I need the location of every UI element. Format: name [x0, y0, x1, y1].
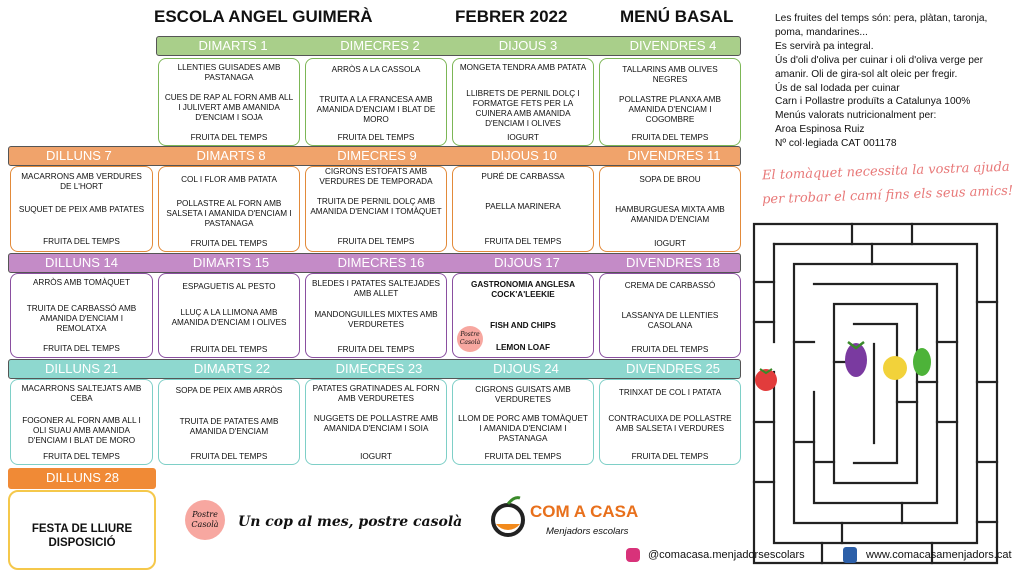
- dish: TRUITA A LA FRANCESA AMB AMANIDA D'ENCIAM I BLAT DE MORO: [316, 95, 436, 124]
- menu-cell: [305, 379, 447, 465]
- dish: LASSANYA DE LLENTIES CASOLANA: [621, 311, 719, 330]
- day-label: DIMECRES 16: [337, 255, 425, 270]
- day-label: DIJOUS 3: [498, 38, 558, 53]
- day-label: DIMECRES 23: [335, 361, 423, 376]
- menu-cell: [599, 166, 741, 252]
- dessert: FRUITA DEL TEMPS: [337, 345, 415, 354]
- menu-cell: [158, 273, 300, 358]
- week-1-band: [156, 36, 741, 56]
- menu-cell: [10, 166, 153, 252]
- day-label: DILLUNS 28: [46, 470, 119, 485]
- day-label: DIVENDRES 11: [627, 148, 721, 163]
- nutrition-notes: [775, 12, 1015, 151]
- apple-logo-icon: [490, 494, 526, 538]
- holiday-text: FESTA DE LLIURE DISPOSICIÓ: [31, 523, 133, 549]
- dish: CONTRACUIXA DE POLLASTRE AMB SALSETA I VERDURES: [608, 414, 732, 433]
- day-label: DIMECRES 2: [340, 38, 420, 53]
- dish: COL I FLOR AMB PATATA: [181, 175, 277, 184]
- dish: HAMBURGUESA MIXTA AMB AMANIDA D'ENCIAM: [615, 205, 725, 224]
- note-line: Ús d'oli d'oliva per cuinar i oli d'oliva verge per: [775, 54, 983, 66]
- dessert: LEMON LOAF: [495, 343, 551, 352]
- dish: TRUITA DE PERNIL DOLÇ AMB AMANIDA D'ENCIAM I TOMÀQUET: [310, 197, 442, 216]
- dessert: FRUITA DEL TEMPS: [43, 237, 120, 246]
- note-line: Aroa Espinosa Ruiz: [775, 124, 865, 136]
- dish: CUES DE RAP AL FORN AMB ALL I JULIVERT AMB AMANIDA D'ENCIAM I SOJA: [164, 93, 294, 122]
- dessert: FRUITA DEL TEMPS: [484, 237, 562, 246]
- dessert: FRUITA DEL TEMPS: [190, 452, 268, 461]
- dish: FISH AND CHIPS: [490, 321, 556, 330]
- dish: POLLASTRE PLANXA AMB AMANIDA D'ENCIAM I COGOMBRE: [619, 95, 721, 124]
- dish: PAELLA MARINERA: [485, 202, 561, 211]
- note-line: Nº col·legiada CAT 001178: [775, 138, 897, 150]
- menu-cell: [158, 379, 300, 465]
- dish: TRINXAT DE COL I PATATA: [618, 388, 722, 397]
- dish: SUQUET DE PEIX AMB PATATES: [18, 205, 145, 214]
- week-2-band: [8, 146, 741, 166]
- menu-cell: [158, 166, 300, 252]
- note-line: Menús valorats nutricionalment per:: [775, 110, 937, 122]
- day-label: DILLUNS 7: [46, 148, 112, 163]
- dish: TALLARINS AMB OLIVES NEGRES: [622, 65, 718, 84]
- brand-subtitle: Menjadors escolars: [546, 526, 629, 537]
- menu-cell: [452, 273, 594, 358]
- day-label: DIMARTS 1: [198, 38, 268, 53]
- menu-cell: [305, 166, 447, 252]
- day-label: DIMARTS 8: [196, 148, 266, 163]
- note-line: Es servirà pa integral.: [775, 40, 874, 52]
- dish: FOGONER AL FORN AMB ALL I OLI SUAU AMB AMANIDA D'ENCIAM I BLAT DE MORO: [22, 416, 141, 445]
- menu-cell: [10, 273, 153, 358]
- postre-casola-stamp: Postre Casolà: [457, 326, 483, 352]
- day-label: DILLUNS 14: [45, 255, 118, 270]
- tomato-icon: [755, 369, 777, 391]
- day-label: DIJOUS 24: [493, 361, 559, 376]
- dish: CREMA DE CARBASSÓ: [624, 281, 716, 290]
- dish: PURÉ DE CARBASSA: [481, 172, 565, 181]
- menu-type: MENÚ BASAL: [620, 7, 734, 26]
- note-line: poma, mandarines...: [775, 26, 868, 38]
- day-label: DIMARTS 15: [192, 255, 270, 270]
- tomato-caption-2: per trobar el camí fins els seus amics!: [761, 183, 1014, 208]
- dish: LLENTIES GUISADES AMB PASTANAGA: [177, 63, 281, 82]
- dish: LLOM DE PORC AMB TOMÀQUET I AMANIDA D'ENCIAM I PASTANAGA: [458, 414, 588, 443]
- menu-cell: [452, 166, 594, 252]
- menu-cell: [10, 379, 153, 465]
- dish: PATATES GRATINADES AL FORN AMB VERDURETES: [312, 384, 440, 403]
- day-label: DILLUNS 21: [45, 361, 118, 376]
- postre-casola-badge: Postre Casolà: [185, 500, 225, 540]
- dessert: FRUITA DEL TEMPS: [190, 345, 268, 354]
- eggplant-icon: [845, 342, 867, 377]
- dish: CIGRONS ESTOFATS AMB VERDURES DE TEMPORADA: [319, 167, 433, 186]
- dish: NUGGETS DE POLLASTRE AMB AMANIDA D'ENCIAM I SOIA: [313, 414, 439, 433]
- dessert: FRUITA DEL TEMPS: [631, 452, 709, 461]
- day-label: DIJOUS 10: [491, 148, 557, 163]
- note-line: Ús de sal Iodada per cuinar: [775, 82, 900, 94]
- slogan: Un cop al mes, postre casolà: [238, 514, 463, 530]
- dessert: FRUITA DEL TEMPS: [337, 133, 415, 142]
- dessert: FRUITA DEL TEMPS: [631, 133, 709, 142]
- dish: MANDONGUILLES MIXTES AMB VERDURETES: [314, 310, 438, 329]
- holiday-cell: [8, 490, 156, 570]
- maze[interactable]: [752, 222, 999, 565]
- dish: SOPA DE BROU: [639, 175, 701, 184]
- menu-cell: [599, 379, 741, 465]
- dish: ARRÒS A LA CASSOLA: [331, 65, 421, 74]
- dessert: FRUITA DEL TEMPS: [43, 452, 120, 461]
- menu-cell: [599, 58, 741, 146]
- website-link[interactable]: www.comacasamenjadors.cat: [866, 549, 1012, 561]
- school-name: ESCOLA ANGEL GUIMERÀ: [154, 7, 373, 26]
- dessert: FRUITA DEL TEMPS: [631, 345, 709, 354]
- instagram-icon: [626, 548, 640, 562]
- day-label: DIVENDRES 4: [629, 38, 717, 53]
- dessert: IOGURT: [654, 239, 686, 248]
- dessert: FRUITA DEL TEMPS: [43, 344, 120, 353]
- dish: BLEDES I PATATES SALTEJADES AMB ALLET: [311, 279, 440, 298]
- pepper-icon: [883, 356, 907, 380]
- dish: MACARRONS SALTEJATS AMB CEBA: [21, 384, 142, 403]
- week-3-band: [8, 253, 741, 273]
- dish: TRUITA DE PATATES AMB AMANIDA D'ENCIAM: [179, 417, 279, 436]
- last-day-band: [8, 468, 156, 489]
- menu-cell: [305, 58, 447, 146]
- note-line: amanir. Oli de gira-sol alt oleic per fregir.: [775, 68, 958, 80]
- dessert: FRUITA DEL TEMPS: [337, 237, 415, 246]
- day-label: DIMECRES 9: [337, 148, 417, 163]
- note-line: Carn i Pollastre produïts a Catalunya 100%: [775, 96, 971, 108]
- dish: TRUITA DE CARBASSÓ AMB AMANIDA D'ENCIAM I REMOLATXA: [26, 304, 137, 333]
- dish: POLLASTRE AL FORN AMB SALSETA I AMANIDA D'ENCIAM I PASTANAGA: [166, 199, 292, 228]
- menu-cell: [305, 273, 447, 358]
- week-4-band: [8, 359, 741, 379]
- dessert: FRUITA DEL TEMPS: [190, 133, 268, 142]
- dessert: FRUITA DEL TEMPS: [190, 239, 268, 248]
- dish: LLUÇ A LA LLIMONA AMB AMANIDA D'ENCIAM I OLIVES: [171, 308, 287, 327]
- brand-name: COM A CASA: [530, 502, 639, 521]
- green-pepper-icon: [913, 348, 931, 376]
- dessert: IOGURT: [360, 452, 392, 461]
- tomato-caption-1: El tomàquet necessita la vostra ajuda: [761, 159, 1010, 184]
- dish: MACARRONS AMB VERDURES DE L'HORT: [21, 172, 142, 191]
- dish: CIGRONS GUISATS AMB VERDURETES: [475, 385, 571, 404]
- dish: MONGETA TENDRA AMB PATATA: [459, 63, 587, 72]
- dessert: FRUITA DEL TEMPS: [484, 452, 562, 461]
- dish: SOPA DE PEIX AMB ARRÒS: [175, 386, 283, 395]
- menu-cell: [158, 58, 300, 146]
- menu-cell: [452, 58, 594, 146]
- day-label: DIVENDRES 25: [626, 361, 720, 376]
- month-title: FEBRER 2022: [455, 7, 568, 26]
- day-label: DIVENDRES 18: [626, 255, 720, 270]
- note-line: Les fruites del temps són: pera, plàtan, taronja,: [775, 13, 988, 24]
- menu-cell: [599, 273, 741, 358]
- day-label: DIMARTS 22: [193, 361, 271, 376]
- day-label: DIJOUS 17: [494, 255, 560, 270]
- dish: GASTRONOMIA ANGLESA COCK'A'LEEKIE: [470, 280, 575, 299]
- dish: ARRÒS AMB TOMÀQUET: [32, 278, 131, 287]
- dish: LLIBRETS DE PERNIL DOLÇ I FORMATGE FETS PER LA CUINERA AMB AMANIDA D'ENCIAM I OLIVES: [466, 89, 580, 128]
- web-icon: [843, 547, 857, 563]
- dessert: IOGURT: [507, 133, 539, 142]
- menu-cell: [452, 379, 594, 465]
- instagram-handle[interactable]: @comacasa.menjadorsescolars: [648, 549, 805, 561]
- dish: ESPAGUETIS AL PESTO: [182, 282, 276, 291]
